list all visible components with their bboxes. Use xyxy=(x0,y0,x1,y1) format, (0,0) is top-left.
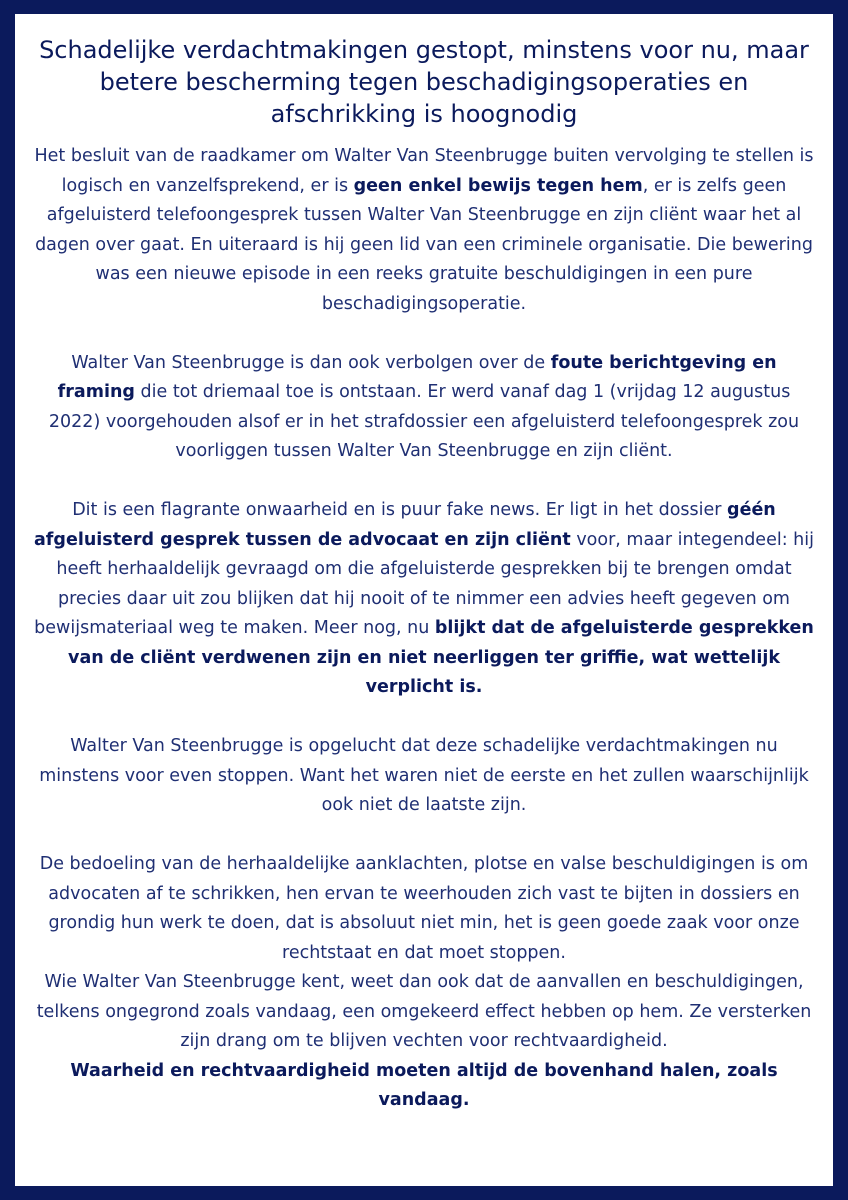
paragraph-spacer xyxy=(31,821,817,851)
paragraph-2-text-a: Walter Van Steenbrugge is dan ook verbolgen over de xyxy=(71,352,551,373)
paragraph-1-text-c: , er is zelfs geen afgeluisterd telefoongesprek tussen Walter Van Steenbrugge en zijn cliënt waar het al dagen over gaat. En uiteraard is hij geen lid van een criminele organisatie. Die bewering was een nieuwe episode in een reeks gratuite beschuldigingen in een pure beschadigingsoperatie. xyxy=(35,175,813,314)
paragraph-3-bold-1: géén afgeluisterd gesprek tussen de advocaat en zijn cliënt xyxy=(34,500,776,550)
paragraph-4: Walter Van Steenbrugge is opgelucht dat deze schadelijke verdachtmakingen nu minstens voor even stoppen. Want het waren niet de eerste en het zullen waarschijnlijk ook niet de laatste zijn. xyxy=(39,736,809,815)
paragraph-5: De bedoeling van de herhaaldelijke aanklachten, plotse en valse beschuldigingen is om advocaten af te schrikken, hen ervan te weerhouden zich vast te bijten in dossiers en grondig hun werk te doen, dat is absoluut niet min, het is geen goede zaak voor onze rechtstaat en dat moet stoppen. xyxy=(39,854,809,963)
paragraph-1-bold: geen enkel bewijs tegen hem xyxy=(353,175,643,196)
paragraph-spacer xyxy=(31,319,817,349)
document-page xyxy=(15,14,833,1186)
paragraph-1-text-a: Het besluit van de raadkamer om Walter Van Steenbrugge buiten vervolging te stellen is logisch en vanzelfsprekend, er is xyxy=(34,146,814,196)
paragraph-2 xyxy=(31,349,817,467)
paragraph-1 xyxy=(31,142,817,319)
paragraph-3 xyxy=(31,496,817,703)
paragraph-3-text-a: Dit is een flagrante onwaarheid en is puur fake news. Er ligt in het dossier xyxy=(72,500,728,520)
paragraph-spacer xyxy=(31,467,817,497)
paragraph-6: Wie Walter Van Steenbrugge kent, weet dan ook dat de aanvallen en beschuldigingen, telkens ongegrond zoals vandaag, een omgekeerd effect hebben op hem. Ze versterken zijn drang om te blijven vechten voor rechtvaardigheid. xyxy=(36,972,812,1051)
closing-statement: Waarheid en rechtvaardigheid moeten altijd de bovenhand halen, zoals vandaag. xyxy=(70,1060,778,1110)
paragraph-spacer xyxy=(31,703,817,733)
paragraph-2-bold: foute berichtgeving en framing xyxy=(57,352,777,402)
paragraph-2-text-c: die tot driemaal toe is ontstaan. Er werd vanaf dag 1 (vrijdag 12 augustus 2022) voorgehouden alsof er in het strafdossier een afgeluisterd telefoongesprek zou voorliggen tussen Walter Van Steenbrugge en zijn cliënt. xyxy=(48,382,800,461)
page-title: Schadelijke verdachtmakingen gestopt, minstens voor nu, maar betere bescherming tegen beschadigingsoperaties en afschrikking is hoognodig xyxy=(39,36,809,128)
paragraph-3-text-c: voor, maar integendeel: hij heeft herhaaldelijk gevraagd om die afgeluisterde gesprekken bij te brengen omdat precies daar uit zou blijken dat hij nooit of te nimmer een advies heeft gegeven om bewijsmateriaal weg te maken. Meer nog, nu xyxy=(34,529,814,638)
paragraph-3-bold-2: blijkt dat de afgeluisterde gesprekken van de cliënt verdwenen zijn en niet neerliggen ter griffie, wat wettelijk verplicht is. xyxy=(68,618,814,697)
